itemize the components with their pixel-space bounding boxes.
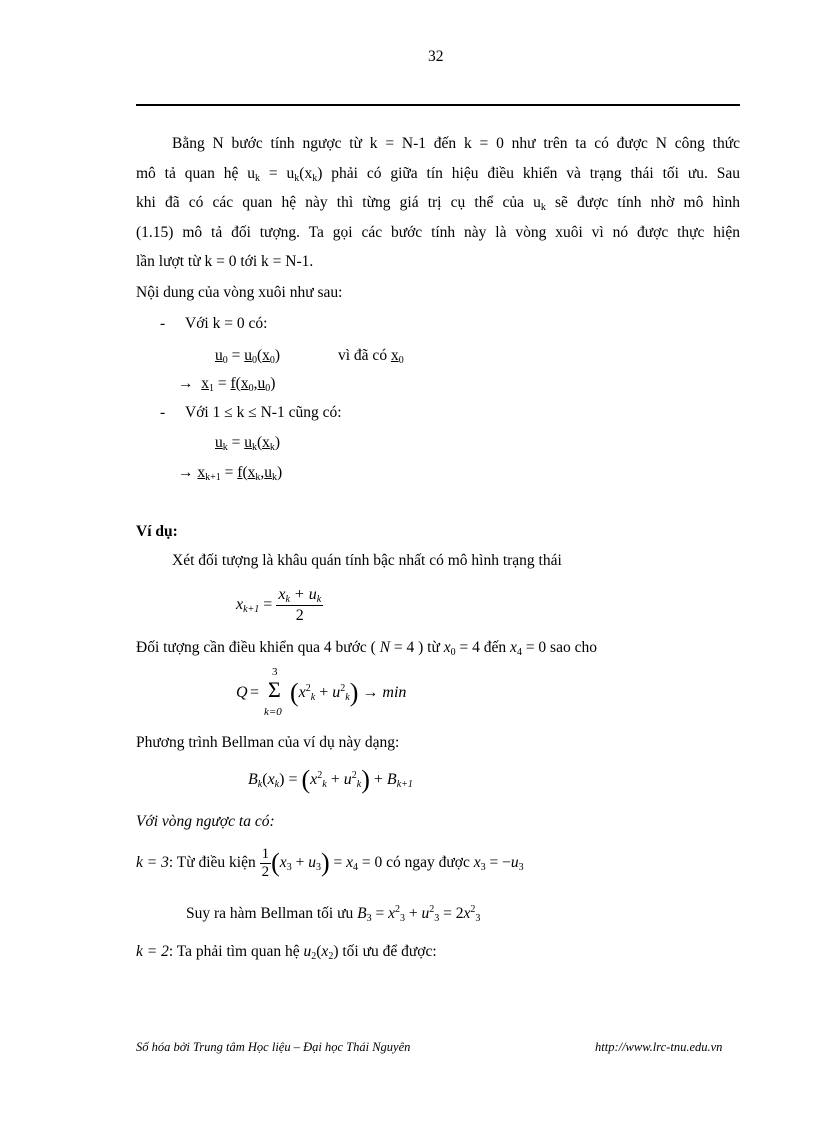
para1-line-3: khi đã có các quan hệ này thì từng giá trị cụ thể của $u_k$ sẽ được tính nhờ mô hình (136, 194, 741, 213)
case2-text: Với 1 ≤ k ≤ N-1 cũng có: (185, 404, 342, 421)
forward-intro: Nội dung của vòng xuôi như sau: (136, 284, 343, 301)
example-heading: Ví dụ: (136, 523, 178, 540)
k3-line: k = 3: Từ điều kiện $\frac{1}{2}$ $(x_3 + u_3) = x_4 = 0$ có ngay được $x_3 = -u_3$ (136, 846, 524, 880)
state-equation: $x_{k+1}$ = $\frac{x_k + u_k}{2}$ (236, 586, 322, 624)
case2-equation: $u_k = u_k(x_k)$ (215, 434, 281, 453)
case1-equation: $u_0 = u_0(x_0)$ (215, 347, 281, 366)
footer-url-link[interactable]: http://www.lrc-tnu.edu.vn (595, 1040, 723, 1054)
case1-dash: - (160, 315, 166, 332)
control-statement: Đối tượng cần điều khiển qua 4 bước ( N = 4 ) từ $x_0 = 4$ đến $x_4 = 0$ sao cho (136, 639, 597, 658)
para1-line-4: (1.15) mô tả đối tượng. Ta gọi các bước tính này là vòng xuôi vì nó được thực hiện (136, 223, 740, 241)
para1-line-5: lần lượt từ k = 0 tới k = N-1. (136, 253, 314, 270)
k2-line: k = 2: Ta phải tìm quan hệ $u_2(x_2)$ tối ưu để được: (136, 943, 437, 962)
backward-heading: Với vòng ngược ta có: (136, 813, 275, 830)
case1-text: Với k = 0 có: (185, 315, 268, 332)
case2-next-equation: → $x_{k+1} = f(x_k,u_k)$ (178, 464, 283, 483)
case1-note: vì đã có $x_0$ (338, 347, 404, 366)
suy-ra-line: Suy ra hàm Bellman tối ưu $B_3 = x^2_3 + u^2_3 = 2x^2_3$ (186, 904, 481, 924)
para1-line-2: mô tả quan hệ $u_k = u_k(x_k)$ phải có giữa tín hiệu điều khiển và trạng thái tối ưu. Sau (136, 164, 741, 184)
footer-source: Số hóa bởi Trung tâm Học liệu – Đại học Thái Nguyên (136, 1040, 411, 1054)
header-rule (136, 104, 740, 106)
case2-dash: - (160, 404, 166, 421)
example-intro: Xét đối tượng là khâu quán tính bậc nhất có mô hình trạng thái (172, 552, 562, 569)
bellman-equation: $B_k(x_k) = (x^2_k + u^2_k) + B_{k+1}$ (248, 765, 413, 794)
bellman-intro: Phương trình Bellman của ví dụ này dạng: (136, 734, 400, 751)
page-number: 32 (428, 48, 444, 65)
para1-line-1: Bằng N bước tính ngược từ k = N-1 đến k = 0 như trên ta có được N công thức (172, 135, 740, 152)
paragraph-backward-summary (136, 129, 740, 277)
case1-next-equation: → $x_1 = f(x_0,u_0)$ (178, 375, 276, 394)
